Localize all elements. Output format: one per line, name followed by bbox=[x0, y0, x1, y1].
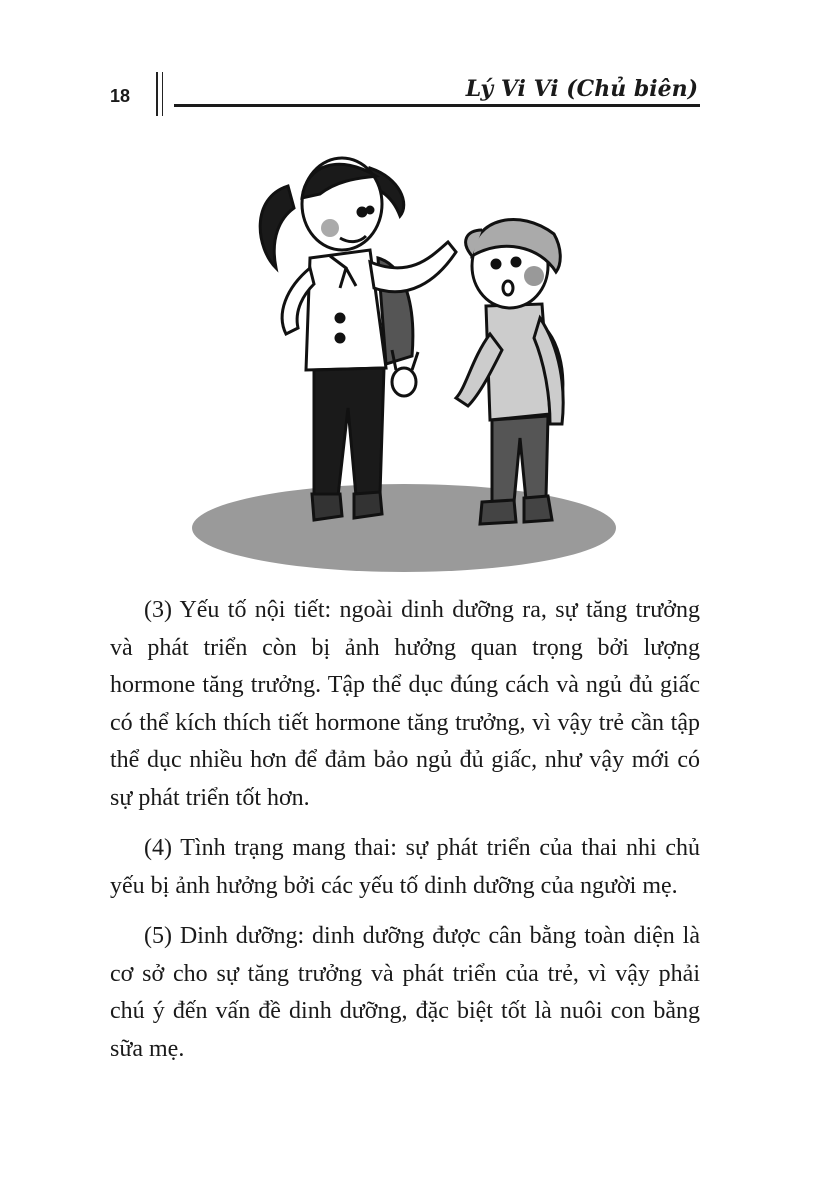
paragraph-pregnancy: (4) Tình trạng mang thai: sự phát triển của thai nhi chủ yếu bị ảnh hưởng bởi các yếu tố dinh dưỡng của người mẹ. bbox=[110, 835, 700, 899]
two-children-illustration-icon bbox=[190, 138, 618, 574]
header-rule bbox=[174, 104, 700, 107]
paragraph-endocrine: (3) Yếu tố nội tiết: ngoài dinh dưỡng ra, sự tăng trưởng và phát triển còn bị ảnh hưởng quan trọng bởi lượng hormone tăng trưởng. Tập thể dục đúng cách và ngủ đủ giấc có thể kích thích tiết hormone tăng trưởng, vì vậy trẻ cần tập thể dục nhiều hơn để đảm bảo ngủ đủ giấc, như vậy mới có sự phát triển tốt hơn. bbox=[110, 597, 700, 811]
header-divider-bar bbox=[156, 72, 163, 116]
paragraph-nutrition: (5) Dinh dưỡng: dinh dưỡng được cân bằng toàn diện là cơ sở cho sự tăng trưởng và phát triển của trẻ, vì vậy phải chú ý đến vấn đề dinh dưỡng, đặc biệt tốt là nuôi con bằng sữa mẹ. bbox=[110, 923, 700, 1062]
page-number: 18 bbox=[110, 86, 131, 106]
header-author: Lý Vi Vi (Chủ biên) bbox=[465, 76, 698, 102]
body-text bbox=[110, 592, 700, 1081]
